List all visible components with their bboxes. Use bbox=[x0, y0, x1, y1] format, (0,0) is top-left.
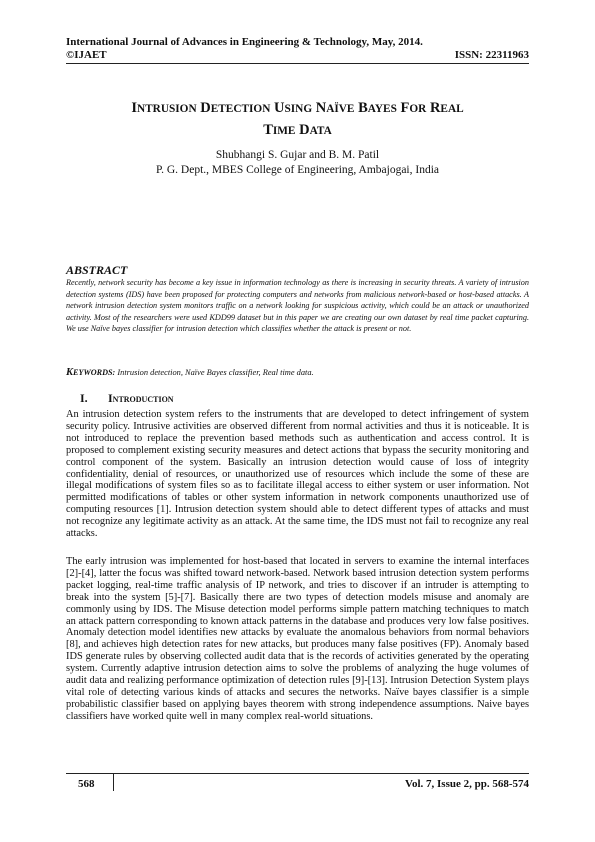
keywords-label: KEYWORDS: bbox=[66, 367, 116, 378]
author-affiliation: P. G. Dept., MBES College of Engineering, Ambajogai, India bbox=[156, 164, 439, 176]
author-names: Shubhangi S. Gujar and B. M. Patil bbox=[215, 149, 380, 161]
author-block bbox=[66, 148, 529, 178]
footer-separator bbox=[113, 773, 114, 791]
volume-info: Vol. 7, Issue 2, pp. 568-574 bbox=[405, 778, 529, 790]
section-heading bbox=[66, 391, 174, 406]
journal-name: International Journal of Advances in Engineering & Technology, May, 2014. bbox=[66, 36, 423, 48]
body-paragraph-2 bbox=[66, 556, 529, 723]
title-line-1: INTRUSION DETECTION USING NAÏVE BAYES FOR REAL bbox=[131, 100, 464, 116]
page-number: 568 bbox=[78, 778, 95, 790]
footer-divider bbox=[66, 773, 529, 774]
paragraph-text: An intrusion detection system refers to the instruments that are developed to detect infringement of system security policy. Intrusive activities are observed different from normal activities and thus it is noticeable. It is not introduced to replace the prevention based methods such as authentication and access control. It is proposed to complement existing security measures and detect actions that bypass the security monitoring and control component of the system. Basically an intrusion detection would cause of loss of integrity confidentiality, denial of resources, or unauthorized use of resources which include the some of these are illegal modifications of system files so as to facilitate illegal access to either system or user information. Not permitted modifications of tables or other system information in network components unauthorized use of computing resources [1]. Intrusion detection system should able to detect different types of attacks and must not recognize any legitimate activity as an attack. At the same time, the IDS must not fail to recognize any real attacks. bbox=[66, 409, 529, 540]
body-paragraph-1 bbox=[66, 409, 529, 540]
section-title: Introduction bbox=[108, 391, 174, 405]
running-header bbox=[66, 36, 529, 62]
keywords-line bbox=[66, 367, 529, 379]
section-number: I. bbox=[80, 391, 88, 405]
copyright-label: ©IJAET bbox=[66, 49, 107, 61]
issn-label: ISSN: 22311963 bbox=[454, 49, 529, 61]
title-line-2: TIME DATA bbox=[263, 122, 332, 138]
abstract-text: Recently, network security has become a key issue in information technology as there is increasing in security threats. A variety of intrusion detection systems (IDS) have been proposed for protecting computers and networks from malicious network-based or host-based attacks. A network intrusion detection system monitors traffic on a network looking for suspicious activity, which could be an attack or unauthorized activity. Most of the researchers were used KDD99 dataset but in this paper we are creating our own dataset by real time packet capturing. We use Naïve bayes classifier for intrusion detection which classifies whether the attack is present or not. bbox=[66, 278, 529, 333]
keywords-text: Intrusion detection, Naïve Bayes classifier, Real time data. bbox=[117, 368, 314, 377]
header-divider bbox=[66, 63, 529, 64]
paragraph-text: The early intrusion was implemented for host-based that located in servers to examine the internal interfaces [2]-[4], latter the focus was shifted toward network-based. Network based intrusion detection system performs packet logging, real-time traffic analysis of IP network, and tries to discover if an intruder is attempting to break into the system [5]-[7]. Basically there are two types of detection models misuse and anomaly are commonly using by IDS. The Misuse detection model performs simple pattern matching techniques to match an attack pattern corresponding to known attack patterns in the database and produces very low false positives. Anomaly detection model identifies new attacks by evaluate the anomalous behaviors from normal behaviors [8], and achieves high detection rates for new attacks, but produces many false positives (FP). Anomaly based IDS generate rules by observing collected audit data that is the records of activities generated by the operating system. Currently adaptive intrusion detection aims to solve the problems of analyzing the huge volumes of audit data and realizing performance optimization of detection rules [9]-[13]. Intrusion Detection System plays vital role of detecting various kinds of attacks and secures the networks. Naïve bayes classifier is a simple probabilistic classifier based on applying bayes theorem with strong independence assumptions. Naive bayes classifiers have worked quite well in many complex real-world situations. bbox=[66, 556, 529, 722]
abstract-heading: ABSTRACT bbox=[66, 263, 128, 277]
paper-title bbox=[66, 98, 529, 142]
